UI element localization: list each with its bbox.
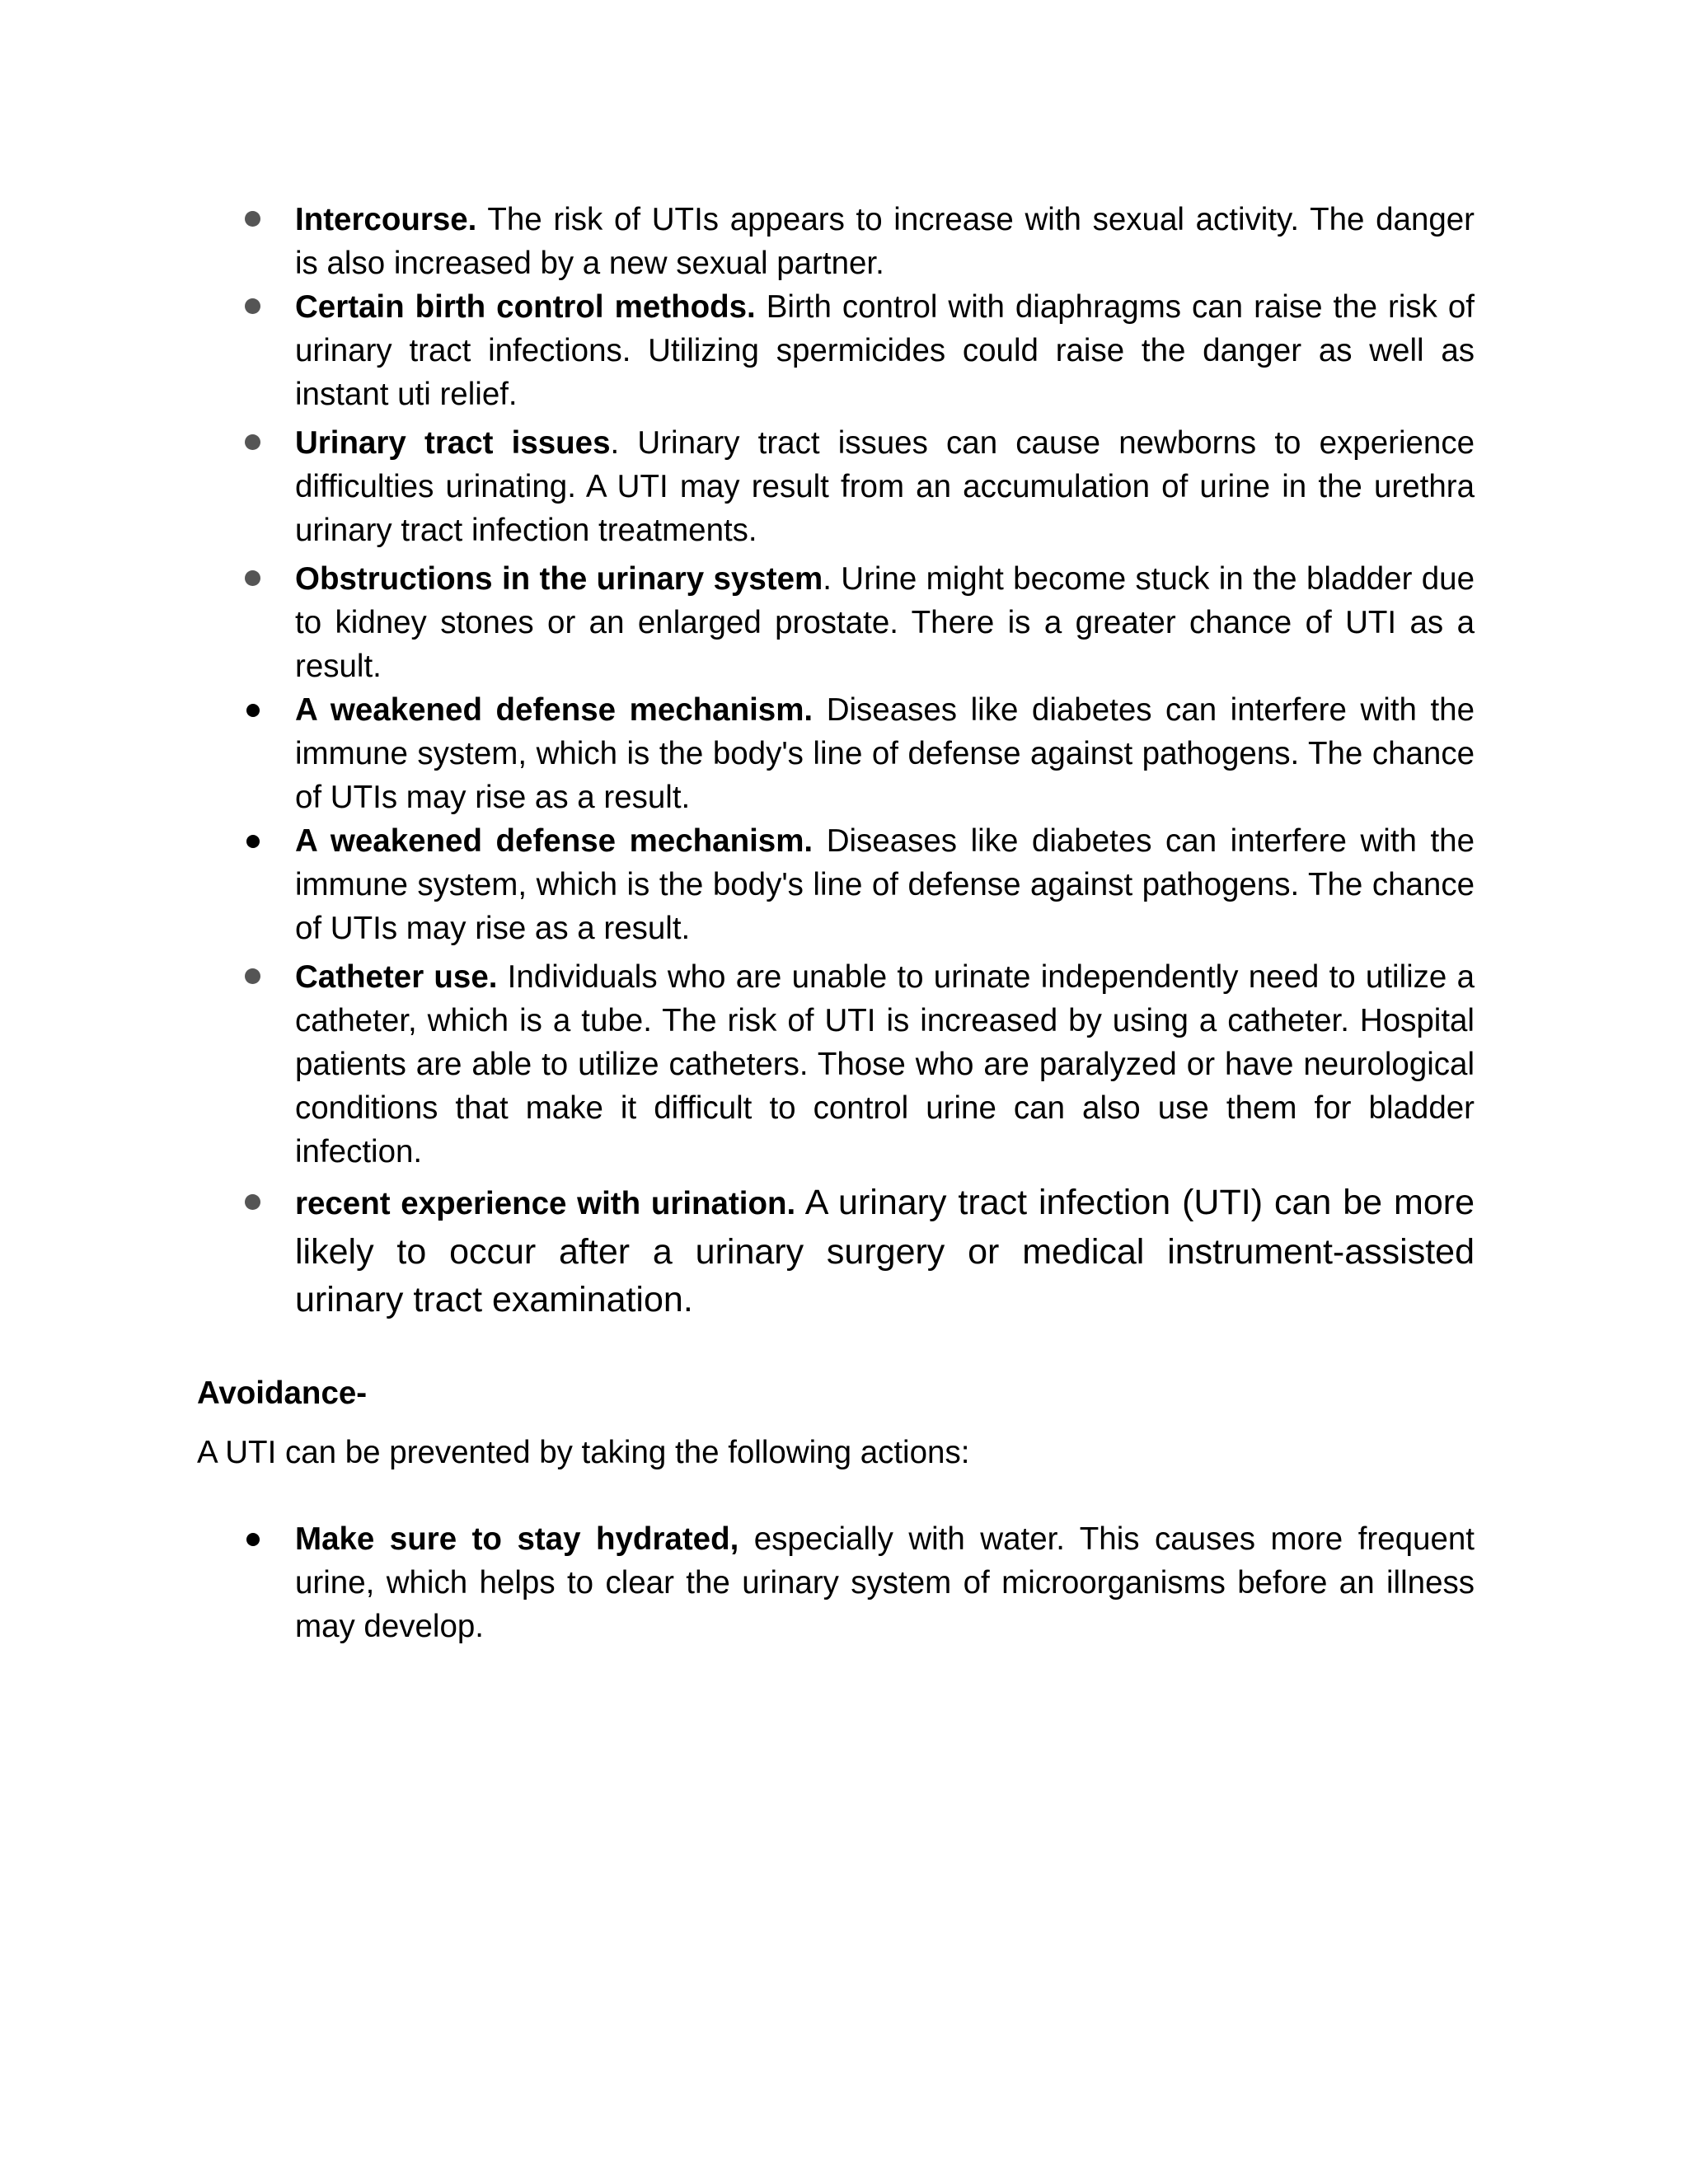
item-lead: Obstructions in the urinary system bbox=[295, 561, 823, 597]
list-item bbox=[295, 1179, 1475, 1324]
list-item bbox=[295, 955, 1475, 1174]
item-lead: Urinary tract issues bbox=[295, 425, 611, 461]
item-lead: Catheter use. bbox=[295, 959, 498, 995]
bullet-icon bbox=[246, 1533, 260, 1546]
bullet-icon bbox=[245, 1194, 260, 1210]
avoidance-list bbox=[0, 1517, 1688, 1648]
risk-factor-list bbox=[0, 198, 1688, 1324]
bullet-icon bbox=[246, 704, 260, 717]
bullet-icon bbox=[246, 835, 260, 848]
item-text: Diseases like diabetes can interfere with the immune system, which is the body's line of defense against pathogens. The chance of UTIs may rise as a result. bbox=[295, 692, 1475, 815]
section-intro: A UTI can be prevented by taking the following actions: bbox=[197, 1435, 970, 1470]
list-item bbox=[295, 198, 1475, 285]
item-text: A urinary tract infection (UTI) can be more likely to occur after a urinary surgery or medical instrument-assisted urinary tract examination. bbox=[295, 1183, 1475, 1319]
list-item bbox=[295, 557, 1475, 688]
bullet-icon bbox=[245, 434, 260, 450]
item-text: . Urine might become stuck in the bladder due to kidney stones or an enlarged prostate. There is a greater chance of UTI as a result. bbox=[295, 561, 1475, 684]
section-heading: Avoidance- bbox=[197, 1376, 368, 1411]
list-item bbox=[295, 819, 1475, 950]
list-item bbox=[295, 285, 1475, 416]
item-text: Diseases like diabetes can interfere with the immune system, which is the body's line of defense against pathogens. The chance of UTIs may rise as a result. bbox=[295, 823, 1475, 946]
item-text: Birth control with diaphragms can raise the risk of urinary tract infections. Utilizing spermicides could raise the danger as well as instant uti relief. bbox=[295, 289, 1475, 412]
list-item bbox=[295, 688, 1475, 819]
bullet-icon bbox=[245, 570, 260, 586]
list-item bbox=[295, 421, 1475, 552]
bullet-icon bbox=[245, 211, 260, 227]
item-lead: recent experience with urination. bbox=[295, 1186, 796, 1221]
bullet-icon bbox=[245, 968, 260, 984]
item-lead: Certain birth control methods. bbox=[295, 289, 756, 325]
item-lead: Make sure to stay hydrated, bbox=[295, 1521, 739, 1557]
list-item bbox=[295, 1517, 1475, 1648]
item-text: especially with water. This causes more frequent urine, which helps to clear the urinary system of microorganisms before an illness may develop. bbox=[295, 1521, 1475, 1644]
item-lead: A weakened defense mechanism. bbox=[295, 692, 814, 728]
bullet-icon bbox=[245, 298, 260, 314]
item-text: Individuals who are unable to urinate independently need to utilize a catheter, which is a tube. The risk of UTI is increased by using a catheter. Hospital patients are able to utilize catheters. Those who are paralyzed or have neurological conditions that make it difficult to control urine can also use them for bladder infection. bbox=[295, 959, 1475, 1169]
item-text: . Urinary tract issues can cause newborns to experience difficulties urinating. A UTI may result from an accumulation of urine in the urethra urinary tract infection treatments. bbox=[295, 425, 1475, 548]
item-text: The risk of UTIs appears to increase with sexual activity. The danger is also increased by a new sexual partner. bbox=[295, 202, 1475, 281]
item-lead: A weakened defense mechanism. bbox=[295, 823, 814, 859]
item-lead: Intercourse. bbox=[295, 202, 477, 237]
